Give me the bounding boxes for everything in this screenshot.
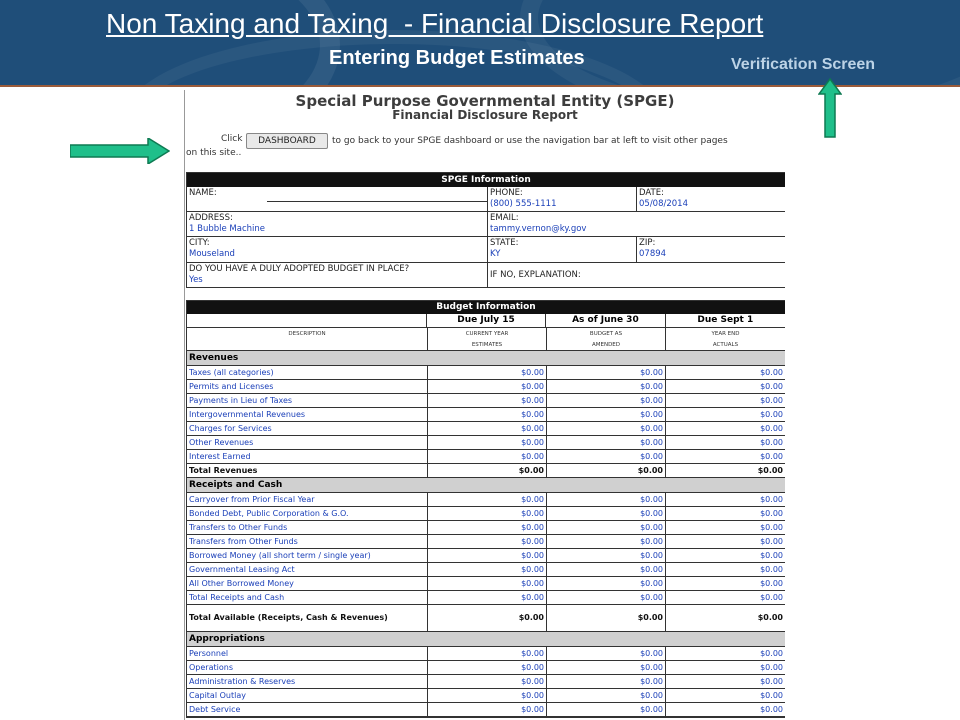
date-label: DATE: — [639, 188, 664, 198]
budget-amount-cell: $0.00 — [427, 408, 546, 421]
period-header: As of June 30 — [545, 314, 664, 327]
instruction-text-continued: on this site.. — [186, 148, 242, 158]
budget-amount-cell: $0.00 — [665, 689, 785, 702]
column-header-amended — [546, 328, 665, 350]
budget-row — [187, 535, 785, 549]
column-header-estimates — [427, 328, 546, 350]
budget-amount-cell: $0.00 — [665, 493, 785, 506]
address-value: 1 Bubble Machine — [189, 224, 265, 234]
column-header-line: ACTUALS — [712, 342, 739, 348]
budget-row-label[interactable]: Intergovernmental Revenues — [189, 410, 306, 419]
period-spacer — [187, 314, 426, 327]
budget-amount-cell: $0.00 — [427, 535, 546, 548]
zip-value: 07894 — [639, 249, 667, 259]
budget-amount-cell: $0.00 — [546, 493, 665, 506]
budget-amount-cell: $0.00 — [665, 563, 785, 576]
state-label: STATE: — [490, 238, 519, 248]
budget-answer-value: Yes — [189, 275, 203, 285]
budget-amount-cell: $0.00 — [427, 436, 546, 449]
budget-row — [187, 521, 785, 535]
zip-label: ZIP: — [639, 238, 656, 248]
instruction-text: to go back to your SPGE dashboard or use the navigation bar at left to visit other pages — [332, 136, 728, 146]
budget-amount-cell: $0.00 — [546, 380, 665, 393]
budget-row — [187, 689, 785, 703]
budget-amount-cell: $0.00 — [665, 436, 785, 449]
budget-amount-cell: $0.00 — [546, 605, 665, 631]
budget-amount-cell: $0.00 — [546, 507, 665, 520]
budget-row-label[interactable]: Borrowed Money (all short term / single year) — [189, 551, 371, 560]
budget-row-label[interactable]: Transfers to Other Funds — [189, 523, 288, 532]
divider — [487, 187, 488, 287]
budget-row-label[interactable]: Transfers from Other Funds — [189, 537, 298, 546]
budget-amount-cell: $0.00 — [546, 591, 665, 604]
budget-amount-cell: $0.00 — [546, 422, 665, 435]
address-label: ADDRESS: — [189, 213, 233, 223]
arrow-right-icon — [70, 138, 170, 164]
budget-amount-cell: $0.00 — [427, 591, 546, 604]
form-title: Special Purpose Governmental Entity (SPGE) — [295, 92, 675, 110]
budget-row-label[interactable]: Interest Earned — [189, 452, 251, 461]
budget-amount-cell: $0.00 — [427, 450, 546, 463]
budget-row — [187, 577, 785, 591]
budget-amount-cell: $0.00 — [665, 450, 785, 463]
budget-row-label[interactable]: Operations — [189, 663, 233, 672]
slide-subtitle: Entering Budget Estimates — [329, 47, 585, 69]
email-value: tammy.vernon@ky.gov — [490, 224, 587, 234]
budget-amount-cell: $0.00 — [427, 661, 546, 674]
form-subtitle: Financial Disclosure Report — [392, 108, 578, 122]
column-header-line: AMENDED — [591, 342, 621, 348]
divider — [187, 211, 785, 212]
budget-amount-cell: $0.00 — [665, 380, 785, 393]
divider — [187, 236, 785, 237]
budget-row — [187, 703, 785, 717]
budget-amount-cell: $0.00 — [665, 464, 785, 477]
budget-amount-cell: $0.00 — [665, 521, 785, 534]
city-value: Mouseland — [189, 249, 235, 259]
period-header-row — [187, 314, 785, 328]
budget-row — [187, 647, 785, 661]
budget-amount-cell: $0.00 — [546, 366, 665, 379]
slide-title: Non Taxing and Taxing - Financial Disclosure Report — [106, 8, 764, 39]
budget-row — [187, 549, 785, 563]
header-divider — [0, 85, 960, 87]
budget-amount-cell: $0.00 — [665, 591, 785, 604]
budget-amount-cell: $0.00 — [546, 408, 665, 421]
budget-amount-cell: $0.00 — [546, 661, 665, 674]
budget-amount-cell: $0.00 — [665, 394, 785, 407]
budget-row-label[interactable]: Other Revenues — [189, 438, 254, 447]
budget-amount-cell: $0.00 — [665, 366, 785, 379]
budget-row-label[interactable]: Bonded Debt, Public Corporation & G.O. — [189, 509, 349, 518]
budget-row-label: Total Available (Receipts, Cash & Revenues) — [189, 613, 388, 622]
budget-row-label[interactable]: Administration & Reserves — [189, 677, 296, 686]
section-header: Revenues — [187, 351, 785, 366]
budget-amount-cell: $0.00 — [427, 549, 546, 562]
budget-row-label[interactable]: Permits and Licenses — [189, 382, 274, 391]
budget-amount-cell: $0.00 — [665, 422, 785, 435]
budget-amount-cell: $0.00 — [665, 661, 785, 674]
budget-row — [187, 493, 785, 507]
slide-header — [0, 0, 960, 85]
budget-amount-cell: $0.00 — [546, 450, 665, 463]
budget-information-header: Budget Information — [187, 301, 785, 314]
email-label: EMAIL: — [490, 213, 519, 223]
budget-amount-cell: $0.00 — [546, 689, 665, 702]
budget-row-label[interactable]: Total Receipts and Cash — [189, 593, 285, 602]
budget-amount-cell: $0.00 — [665, 605, 785, 631]
budget-amount-cell: $0.00 — [665, 535, 785, 548]
column-header-actuals — [665, 328, 785, 350]
budget-question-label: DO YOU HAVE A DULY ADOPTED BUDGET IN PLACE? — [189, 264, 410, 274]
budget-row — [187, 563, 785, 577]
budget-amount-cell: $0.00 — [427, 366, 546, 379]
column-header-line: CURRENT YEAR — [465, 331, 509, 337]
divider — [187, 262, 785, 263]
budget-body — [187, 351, 785, 717]
budget-amount-cell: $0.00 — [665, 408, 785, 421]
budget-amount-cell: $0.00 — [427, 605, 546, 631]
dashboard-button[interactable]: DASHBOARD — [246, 133, 328, 149]
name-label: NAME: — [189, 188, 217, 198]
budget-amount-cell: $0.00 — [546, 464, 665, 477]
budget-amount-cell: $0.00 — [546, 703, 665, 716]
budget-row-label[interactable]: Payments in Lieu of Taxes — [189, 396, 293, 405]
budget-amount-cell: $0.00 — [427, 422, 546, 435]
period-header: Due July 15 — [426, 314, 545, 327]
column-header-line: BUDGET AS — [589, 331, 623, 337]
spge-information-header: SPGE Information — [187, 173, 785, 187]
verification-screen-label: Verification Screen — [731, 56, 876, 73]
budget-amount-cell: $0.00 — [665, 577, 785, 590]
divider — [636, 187, 637, 211]
budget-row — [187, 366, 785, 380]
column-header-row — [187, 328, 785, 351]
budget-row — [187, 380, 785, 394]
budget-row — [187, 464, 785, 478]
budget-amount-cell: $0.00 — [427, 675, 546, 688]
budget-row-label[interactable]: Taxes (all categories) — [189, 368, 274, 377]
budget-row — [187, 450, 785, 464]
divider — [636, 236, 637, 262]
budget-amount-cell: $0.00 — [427, 380, 546, 393]
city-label: CITY: — [189, 238, 210, 248]
budget-amount-cell: $0.00 — [546, 647, 665, 660]
budget-row — [187, 591, 785, 605]
budget-amount-cell: $0.00 — [665, 703, 785, 716]
instruction-prefix: Click — [221, 134, 243, 144]
budget-row — [187, 507, 785, 521]
budget-amount-cell: $0.00 — [427, 464, 546, 477]
budget-amount-cell: $0.00 — [427, 563, 546, 576]
budget-row-label[interactable]: Carryover from Prior Fiscal Year — [189, 495, 315, 504]
budget-information-table — [186, 300, 785, 718]
budget-row-label[interactable]: Charges for Services — [189, 424, 272, 433]
budget-amount-cell: $0.00 — [546, 521, 665, 534]
form-screenshot — [184, 90, 785, 720]
column-header-line: YEAR END — [711, 331, 740, 337]
explanation-label: IF NO, EXPLANATION: — [490, 270, 581, 280]
budget-amount-cell: $0.00 — [427, 394, 546, 407]
budget-amount-cell: $0.00 — [665, 647, 785, 660]
budget-amount-cell: $0.00 — [546, 394, 665, 407]
budget-row — [187, 408, 785, 422]
arrow-up-icon — [818, 78, 842, 138]
budget-row — [187, 436, 785, 450]
budget-row — [187, 675, 785, 689]
budget-row-label: Total Revenues — [189, 466, 258, 475]
name-field-underline — [267, 201, 487, 202]
budget-amount-cell: $0.00 — [427, 493, 546, 506]
budget-row — [187, 605, 785, 632]
budget-amount-cell: $0.00 — [427, 703, 546, 716]
budget-amount-cell: $0.00 — [427, 521, 546, 534]
budget-amount-cell: $0.00 — [546, 549, 665, 562]
budget-amount-cell: $0.00 — [427, 507, 546, 520]
budget-row-label[interactable]: Governmental Leasing Act — [189, 565, 295, 574]
column-header-description: DESCRIPTION — [288, 331, 326, 337]
budget-amount-cell: $0.00 — [546, 436, 665, 449]
budget-row-label[interactable]: Capital Outlay — [189, 691, 246, 700]
budget-amount-cell: $0.00 — [546, 577, 665, 590]
spge-information-panel — [186, 172, 785, 288]
budget-amount-cell: $0.00 — [665, 507, 785, 520]
budget-row-label[interactable]: All Other Borrowed Money — [189, 579, 294, 588]
budget-amount-cell: $0.00 — [546, 563, 665, 576]
section-header: Appropriations — [187, 632, 785, 647]
budget-amount-cell: $0.00 — [427, 689, 546, 702]
budget-amount-cell: $0.00 — [427, 647, 546, 660]
budget-row-label[interactable]: Debt Service — [189, 705, 241, 714]
phone-label: PHONE: — [490, 188, 523, 198]
budget-row — [187, 394, 785, 408]
budget-amount-cell: $0.00 — [546, 535, 665, 548]
budget-amount-cell: $0.00 — [546, 675, 665, 688]
state-value: KY — [490, 249, 501, 259]
budget-row — [187, 661, 785, 675]
budget-row-label[interactable]: Personnel — [189, 649, 229, 658]
section-header: Receipts and Cash — [187, 478, 785, 493]
budget-amount-cell: $0.00 — [427, 577, 546, 590]
column-header-line: ESTIMATES — [471, 342, 503, 348]
budget-row — [187, 422, 785, 436]
budget-amount-cell: $0.00 — [665, 549, 785, 562]
period-header: Due Sept 1 — [665, 314, 785, 327]
budget-amount-cell: $0.00 — [665, 675, 785, 688]
phone-value: (800) 555-1111 — [490, 199, 557, 209]
date-value: 05/08/2014 — [639, 199, 688, 209]
